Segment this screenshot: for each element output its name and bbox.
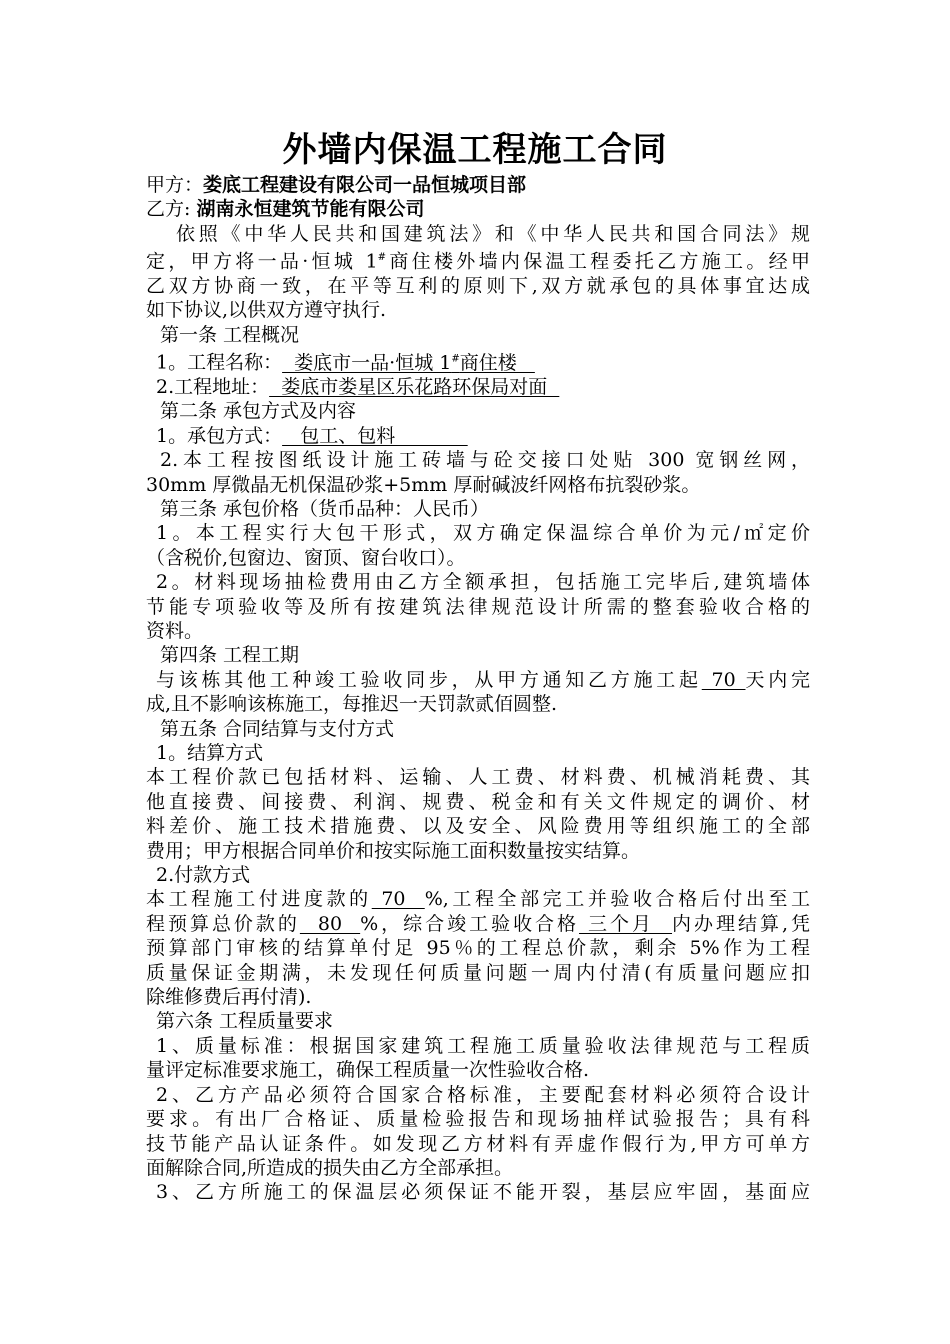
settlement-line: 料差价、施工技术措施费、以及安全、风险费用等组织施工的全部 (146, 815, 810, 838)
project-name-line (146, 347, 810, 375)
preamble-line: 乙双方协商一致，在平等互利的原则下,双方就承包的具体事宜达成 (146, 274, 810, 297)
contract-mode-label: 1。承包方式： (156, 424, 283, 447)
party-a-name: 娄底工程建设有限公司一品恒城项目部 (203, 174, 527, 196)
payment-line: 除维修费后再付清). (146, 986, 312, 1009)
preamble-line: 如下协议,以供双方遵守执行. (146, 299, 387, 322)
settlement-line: 他直接费、间接费、利润、规费、税金和有关文件规定的调价、材 (146, 790, 810, 813)
quality-line: 3、乙方所施工的保温层必须保证不能开裂，基层应牢固，基面应 (156, 1181, 810, 1204)
settlement-line: 费用；甲方根据合同单价和按实际施工面积数量按实结算。 (146, 839, 641, 862)
party-b-label: 乙方: (146, 198, 197, 221)
schedule-line: 成,且不影响该栋施工，每推迟一天罚款贰佰圆整. (146, 693, 558, 716)
party-a-line (146, 173, 810, 197)
price-line: 资料。 (146, 619, 204, 642)
article-4-heading: 第四条 工程工期 (160, 644, 300, 667)
settlement-subheading: 1。结算方式 (156, 742, 264, 764)
party-b-name: 湖南永恒建筑节能有限公司 (196, 198, 425, 221)
article-3-heading: 第三条 承包价格（货币品种：人民币） (160, 497, 490, 520)
payment-line: 质量保证金期满，未发现任何质量问题一周内付清(有质量问题应扣 (146, 961, 810, 984)
payment-line: 预算部门审核的结算单付足 95％的工程总价款，剩余 5%作为工程 (146, 937, 810, 960)
quality-line: 1、质量标准：根据国家建筑工程施工质量验收法律规范与工程质 (156, 1034, 810, 1057)
progress-payment-percent: 70 (371, 888, 425, 911)
project-address-value: 娄底市娄星区乐花路环保局对面 (269, 375, 560, 398)
project-name-label: 1。工程名称： (156, 351, 283, 374)
contract-mode-value: 包工、包料 (282, 424, 468, 447)
quality-line: 技节能产品认证条件。如发现乙方材料有弄虚作假行为,甲方可单方 (146, 1132, 810, 1155)
quality-line: 量评定标准要求施工，确保工程质量一次性验收合格. (146, 1059, 590, 1082)
quality-line: 要求。有出厂合格证、质量检验报告和现场抽样试验报告；具有科 (146, 1108, 810, 1131)
project-address-line (146, 375, 810, 399)
completion-payment-percent: 80 (299, 912, 361, 935)
article-6-heading: 第六条 工程质量要求 (156, 1010, 334, 1033)
settlement-period: 三个月 (579, 912, 673, 935)
price-line: （含税价,包窗边、窗顶、窗台收口）。 (146, 546, 466, 569)
document-title: 外墙内保温工程施工合同 (282, 130, 668, 170)
article-2-heading: 第二条 承包方式及内容 (160, 400, 357, 423)
scope-line: 2.本工程按图纸设计施工砖墙与砼交接口处贴 300 宽钢丝网， (160, 449, 810, 472)
payment-line: 本工程施工付进度款的 70 %,工程全部完工并验收合格后付出至工 (146, 888, 810, 911)
project-name-value: 娄底市一品·恒城 1#商住楼 (282, 351, 535, 374)
article-1-heading: 第一条 工程概况 (160, 323, 300, 346)
preamble-line: 定，甲方将一品·恒城 1#商住楼外墙内保温工程委托乙方施工。经甲 (146, 250, 810, 273)
project-address-label: 2.工程地址： (156, 375, 270, 398)
price-line: 1。本工程实行大包干形式，双方确定保温综合单价为元/㎡定价 (156, 522, 810, 545)
payment-line: 程预算总价款的 80 %，综合竣工验收合格 三个月 内办理结算,凭 (146, 912, 810, 935)
price-line: 2。材料现场抽检费用由乙方全额承担，包括施工完毕后,建筑墙体 (156, 571, 810, 594)
preamble-line: 依照《中华人民共和国建筑法》和《中华人民共和国合同法》规 (176, 222, 810, 245)
duration-days: 70 (701, 668, 746, 691)
payment-subheading: 2.付款方式 (156, 864, 251, 887)
contract-body (146, 173, 810, 1205)
quality-line: 面解除合同,所造成的损失由乙方全部承担。 (146, 1156, 514, 1179)
quality-line: 2、乙方产品必须符合国家合格标准，主要配套材料必须符合设计 (156, 1083, 810, 1106)
settlement-line: 本工程价款已包括材料、运输、人工费、材料费、机械消耗费、其 (146, 766, 810, 789)
article-5-heading: 第五条 合同结算与支付方式 (160, 717, 395, 740)
contract-mode-line (146, 424, 810, 448)
party-b-line (146, 197, 810, 221)
party-a-label: 甲方： (146, 174, 204, 196)
price-line: 节能专项验收等及所有按建筑法律规范设计所需的整套验收合格的 (146, 595, 810, 618)
scope-line: 30mm 厚微晶无机保温砂浆+5mm 厚耐碱波纤网格布抗裂砂浆。 (146, 473, 701, 496)
schedule-line: 与该栋其他工种竣工验收同步，从甲方通知乙方施工起 70 天内完 (156, 668, 810, 691)
